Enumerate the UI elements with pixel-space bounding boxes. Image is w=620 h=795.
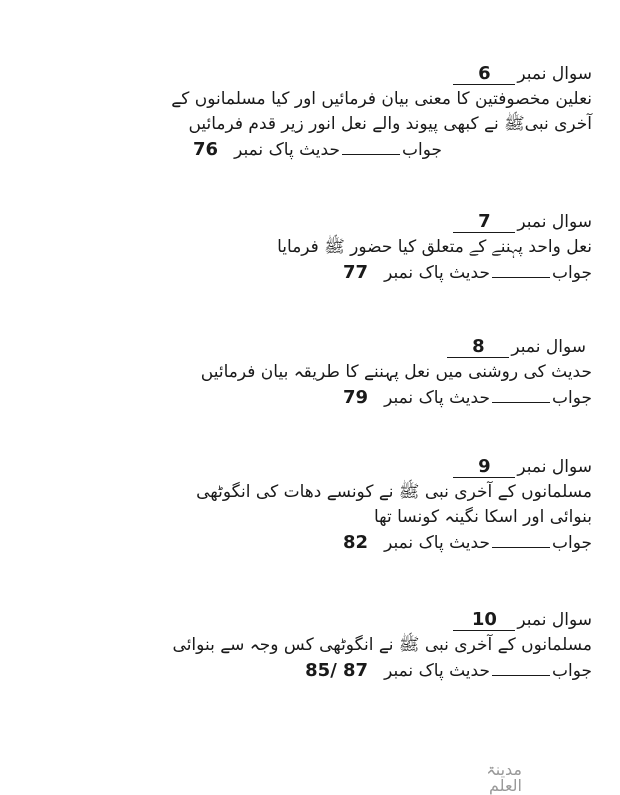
answer-line xyxy=(30,137,592,163)
answer-line xyxy=(30,260,592,286)
hadith-reference: 77 xyxy=(343,262,369,283)
answer-label: جواب xyxy=(551,533,592,553)
hadith-label: حدیث پاک نمبر xyxy=(384,263,490,283)
question-text-line: نعل واحد پہننے کے متعلق کیا حضور ﷺ فرمایا xyxy=(277,237,592,257)
question-number: 7 xyxy=(453,212,515,233)
question-number: 10 xyxy=(453,610,515,631)
question-heading xyxy=(30,335,592,360)
answer-line xyxy=(30,385,592,411)
answer-label: جواب xyxy=(551,388,592,408)
question-text-line: مسلمانوں کے آخری نبی ﷺ نے کونسے دھات کی انگوٹھی xyxy=(196,482,592,502)
answer-blank xyxy=(492,661,550,676)
footer-text: مدینۃ العلم xyxy=(486,760,522,795)
hadith-reference: 82 xyxy=(343,532,369,553)
answer-line xyxy=(30,658,592,684)
question-block-7 xyxy=(30,210,592,286)
hadith-label: حدیث پاک نمبر xyxy=(384,388,490,408)
hadith-reference: 85/ 87 xyxy=(305,660,369,681)
question-block-8 xyxy=(30,335,592,411)
question-label: سوال نمبر xyxy=(517,610,592,630)
question-block-6 xyxy=(30,62,592,163)
question-label: سوال نمبر xyxy=(517,457,592,477)
question-heading xyxy=(30,455,592,480)
question-number: 8 xyxy=(447,337,509,358)
question-label: سوال نمبر xyxy=(511,337,586,357)
question-heading xyxy=(30,608,592,633)
question-text-line: حدیث کی روشنی میں نعل پہننے کا طریقہ بیان فرمائیں xyxy=(200,362,592,382)
question-number: 9 xyxy=(453,457,515,478)
answer-blank xyxy=(342,140,400,155)
hadith-label: حدیث پاک نمبر xyxy=(234,140,340,160)
question-heading xyxy=(30,210,592,235)
hadith-reference: 76 xyxy=(193,139,219,160)
answer-label: جواب xyxy=(401,140,442,160)
question-label: سوال نمبر xyxy=(517,64,592,84)
question-text-line: نعلین مخصوفتین کا معنی بیان فرمائیں اور کیا مسلمانوں کے xyxy=(171,89,592,109)
hadith-reference: 79 xyxy=(343,387,369,408)
question-label: سوال نمبر xyxy=(517,212,592,232)
question-text-line: بنوائی اور اسکا نگینہ کونسا تھا xyxy=(373,507,592,527)
answer-blank xyxy=(492,388,550,403)
hadith-label: حدیث پاک نمبر xyxy=(384,661,490,681)
answer-blank xyxy=(492,263,550,278)
answer-label: جواب xyxy=(551,263,592,283)
hadith-label: حدیث پاک نمبر xyxy=(384,533,490,553)
answer-label: جواب xyxy=(551,661,592,681)
question-text-line: مسلمانوں کے آخری نبی ﷺ نے انگوٹھی کس وجہ سے بنوائی xyxy=(172,635,592,655)
question-block-10 xyxy=(30,608,592,684)
question-block-9 xyxy=(30,455,592,556)
question-number: 6 xyxy=(453,64,515,85)
question-text-line: آخری نبیﷺ نے کبھی پیوند والے نعل انور زیر قدم فرمائیں xyxy=(188,114,592,134)
footer-text-fragment xyxy=(452,760,522,795)
answer-line xyxy=(30,530,592,556)
question-heading xyxy=(30,62,592,87)
answer-blank xyxy=(492,533,550,548)
